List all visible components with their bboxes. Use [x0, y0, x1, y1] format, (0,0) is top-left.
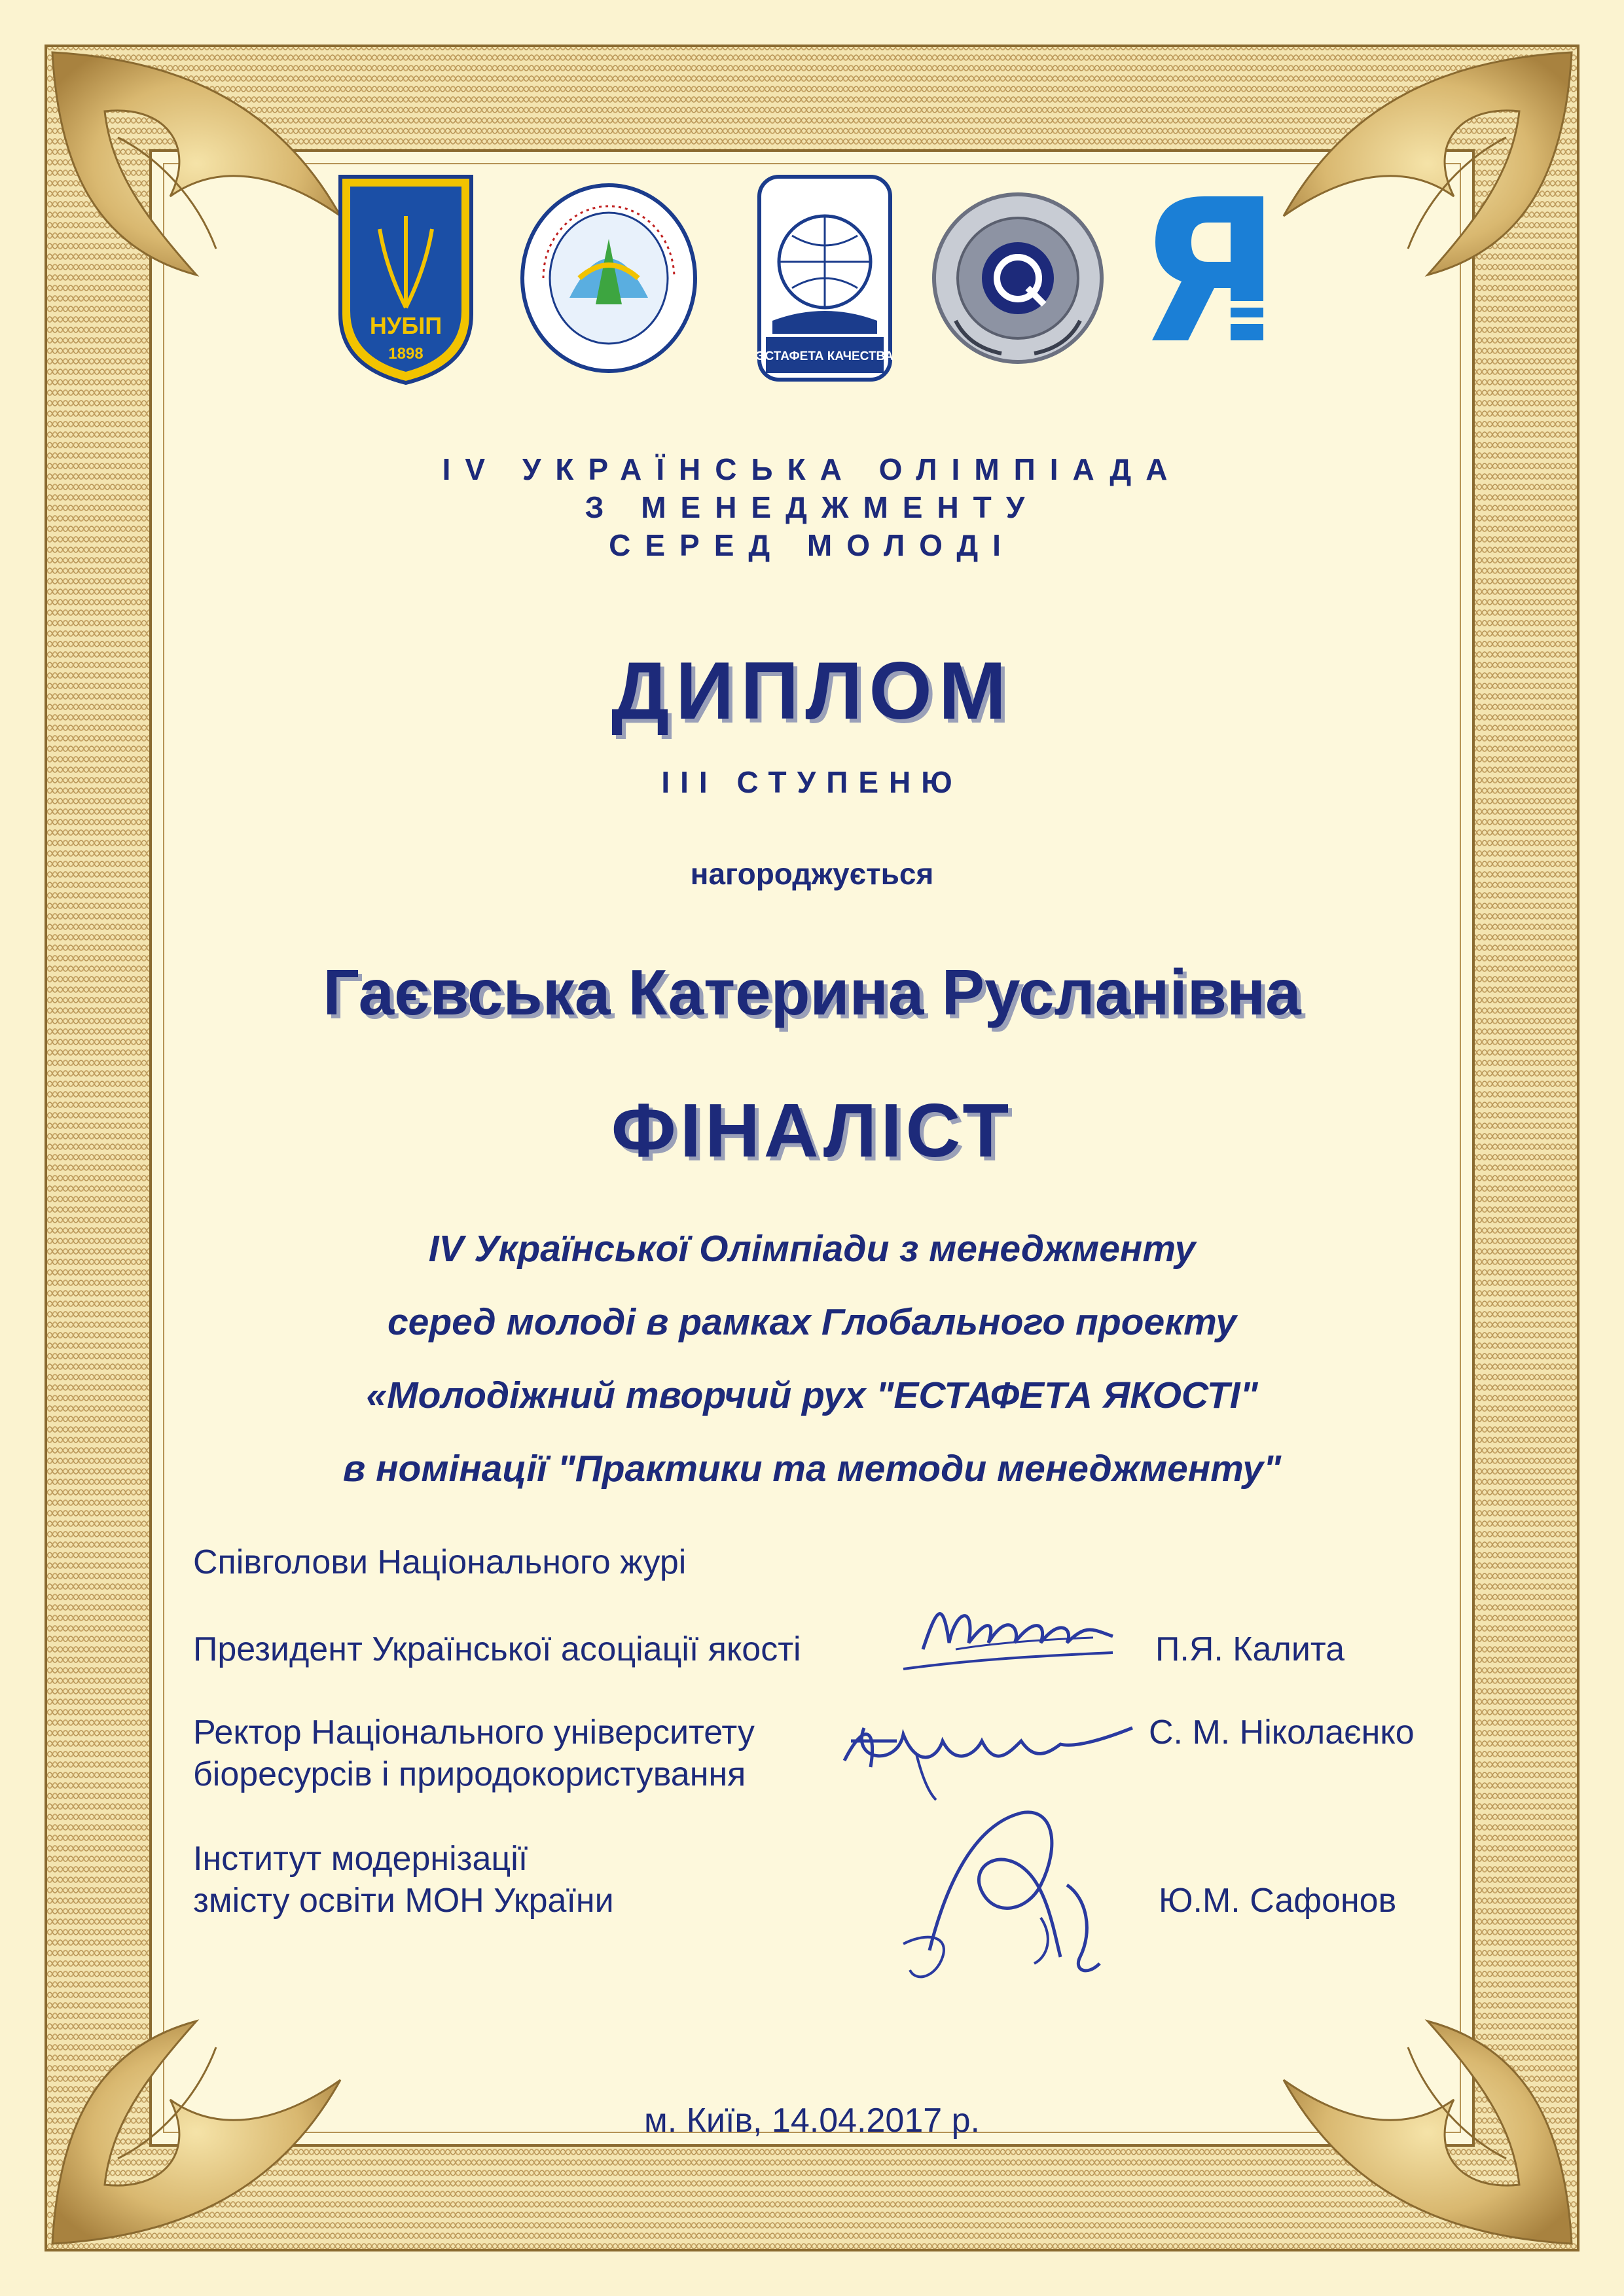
ya-logo — [1146, 190, 1270, 347]
nubip-logo — [334, 170, 478, 386]
awarded-label: нагороджується — [690, 857, 934, 891]
recipient-name: Гаєвська Катерина Русланівна — [323, 956, 1301, 1028]
description — [0, 1212, 1624, 1505]
food-tech-faculty-logo — [517, 170, 700, 386]
jury-role-3 — [193, 1838, 614, 1922]
professional-quality-logo — [929, 190, 1106, 367]
estafeta-logo — [753, 170, 897, 386]
description-line-4: в номінації "Практики та методи менеджменту" — [342, 1448, 1282, 1490]
jury-heading: Співголови Національного журі — [193, 1543, 687, 1581]
jury-name-3: Ю.М. Сафонов — [1159, 1882, 1397, 1920]
jury-role-3-line-2: змісту освіти МОН України — [193, 1882, 614, 1920]
header-line-1: IV УКРАЇНСЬКА ОЛІМПІАДА — [442, 452, 1182, 486]
description-line-3: «Молодіжний творчий рух "ЕСТАФЕТА ЯКОСТІ" — [366, 1374, 1258, 1416]
estafeta-logo-text: ЭСТАФЕТА КАЧЕСТВА — [756, 350, 893, 363]
nubip-logo-text: НУБІП — [369, 312, 442, 339]
place-date: м. Київ, 14.04.2017 р. — [643, 2102, 981, 2140]
jury-role-2-line-1: Ректор Національного університету — [193, 1713, 755, 1751]
recipient-status: ФІНАЛІСТ — [611, 1088, 1013, 1173]
diploma-degree: ІІІ СТУПЕНЮ — [661, 765, 963, 799]
header-line-3: СЕРЕД МОЛОДІ — [609, 528, 1015, 562]
signature-3 — [890, 1787, 1126, 1996]
jury-role-3-line-1: Інститут модернізації — [193, 1840, 528, 1878]
jury-role-1: Президент Української асоціації якості — [193, 1630, 801, 1668]
description-line-1: IV Української Олімпіади з менеджменту — [428, 1228, 1196, 1270]
jury-role-2 — [193, 1712, 755, 1795]
jury-name-2: С. М. Ніколаєнко — [1149, 1713, 1415, 1751]
jury-name-1: П.Я. Калита — [1155, 1630, 1345, 1668]
nubip-logo-year: 1898 — [388, 345, 424, 363]
header-line-2: З МЕНЕДЖМЕНТУ — [585, 490, 1039, 524]
diploma-title: ДИПЛОМ — [611, 646, 1013, 736]
jury-role-2-line-2: біоресурсів і природокористування — [193, 1755, 746, 1793]
signature-1 — [897, 1571, 1132, 1689]
description-line-2: серед молоді в рамках Глобального проекту — [387, 1301, 1237, 1343]
